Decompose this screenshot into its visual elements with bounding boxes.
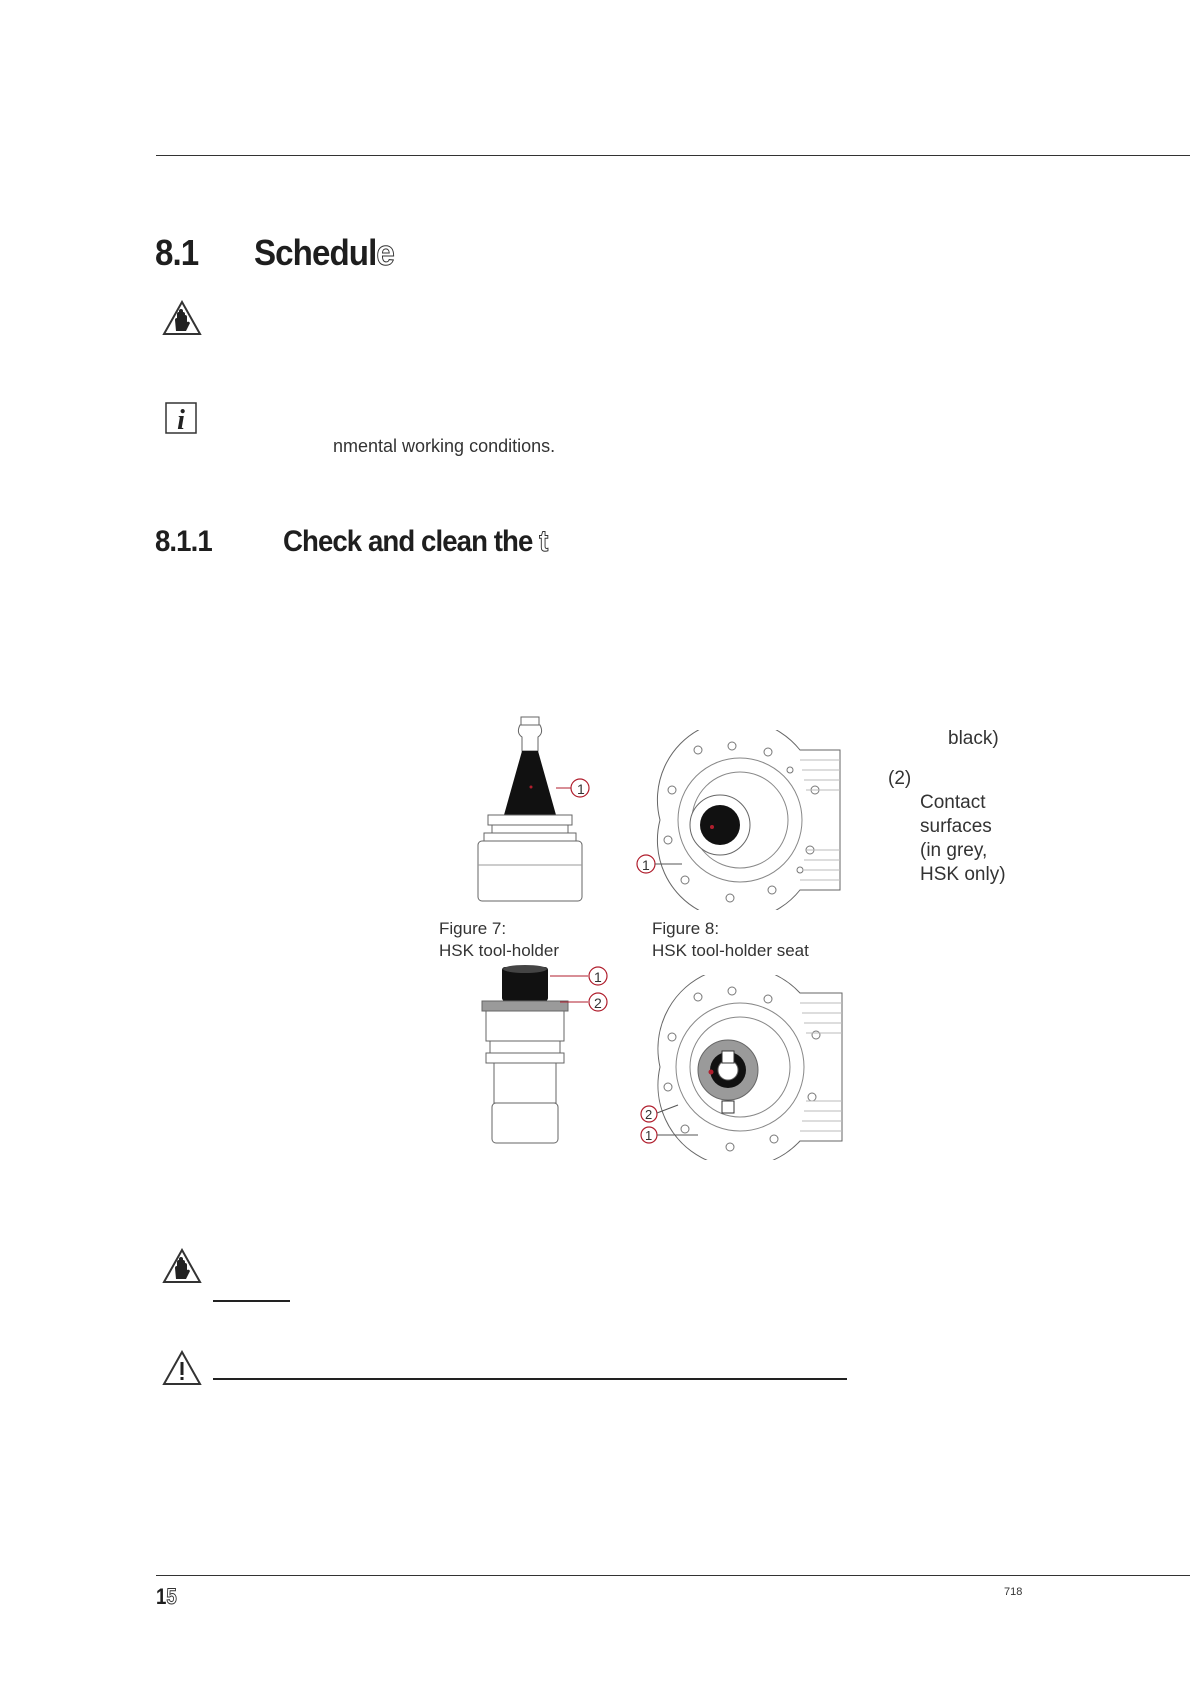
section-number: 8.1 [155,232,199,273]
footer-rule [156,1575,1190,1576]
subsection-title [283,525,547,559]
figure7b-callout-2-label: 2 [594,995,602,1011]
warning-hand-icon-2 [162,1248,202,1284]
figure8b-callout-2-label: 2 [645,1107,653,1122]
figure7-callout-1-label: 1 [577,781,585,797]
legend-item2-line: surfaces [920,816,992,837]
legend-item2-text [920,791,1006,887]
figure8b-callout-1-label: 1 [645,1128,653,1143]
figure7-caption-text: HSK tool-holder [439,941,560,960]
legend-item2-marker: (2) [888,768,912,789]
figure8-callout-1-label: 1 [642,857,650,873]
subsection-number: 8.1.1 [155,525,212,558]
figure8-caption-text: HSK tool-holder seat [652,941,809,960]
section-title [254,232,394,274]
legend-item2-line: HSK only) [920,864,1006,885]
figure8-label: Figure 8: [652,919,720,938]
info-note-text: nmental working conditions. [333,436,556,456]
section-title-visible: Schedul [254,232,377,273]
header-rule [156,155,1190,156]
info-icon [165,402,197,434]
subsection-title-faded: t [539,525,548,558]
legend-item2-line: Contact [920,792,986,813]
caution-underline-long [213,1378,847,1380]
subsection-title-visible: Check and clean the [283,525,540,558]
warning-underline-short [213,1300,290,1302]
figure7-caption [439,918,559,962]
legend-item2-line: (in grey, [920,840,988,861]
page-number-visible: 1 [156,1584,167,1609]
figure7b-callout-2 [560,991,610,1013]
figure7-illustration [470,715,590,905]
figure7b-callout-1-label: 1 [594,969,602,985]
figure8-illustration [650,730,845,910]
footer-code: 718 [1004,1586,1023,1598]
section-title-faded: e [376,232,394,273]
page-number-faded: 5 [166,1584,177,1609]
caution-exclamation-icon [162,1350,202,1386]
figure7-label: Figure 7: [439,919,507,938]
legend-line1: black) [948,728,999,749]
svg-text:i: i [177,405,185,434]
figure8-caption [652,918,809,962]
warning-hand-icon [162,300,202,336]
page-number [156,1584,177,1610]
